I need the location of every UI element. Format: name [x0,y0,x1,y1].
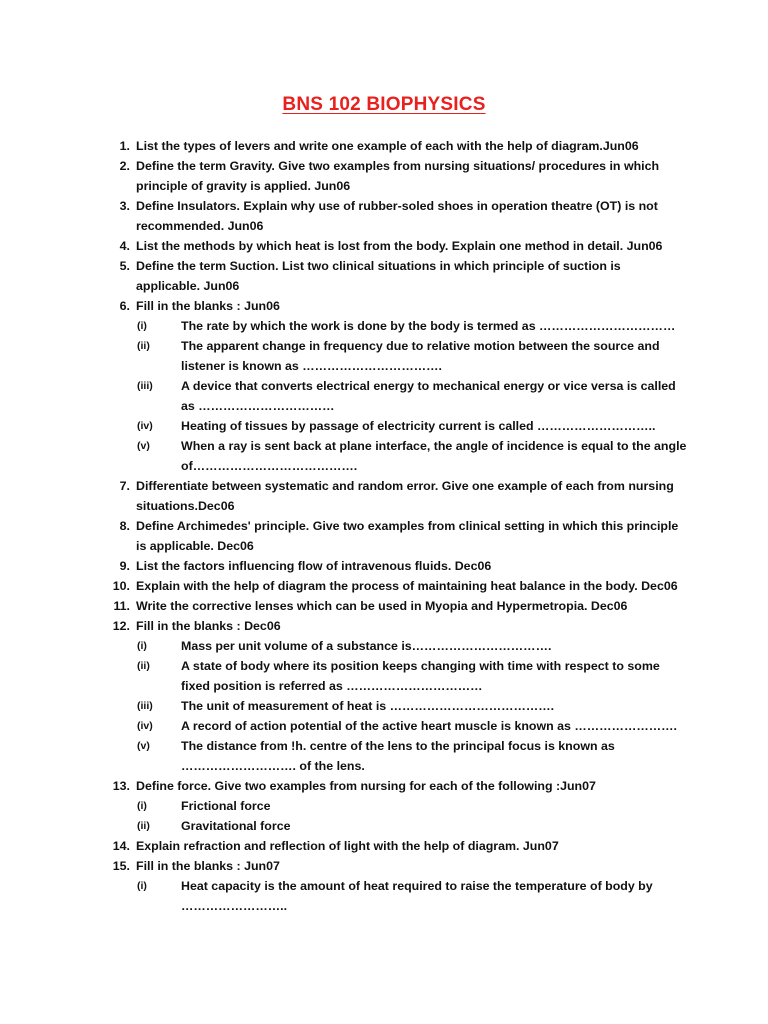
question-number: 12. [112,619,130,633]
question-item [0,576,768,596]
question-text: Define the term Gravity. Give two examples from nursing situations/ procedures in which principle of gravity is applied. Jun06 [136,159,660,193]
sub-question-text: The unit of measurement of heat is …………………………………. [181,699,555,713]
sub-question-text: Mass per unit volume of a substance is……………………………. [181,639,552,653]
question-text: Fill in the blanks : Dec06 [136,619,281,633]
sub-question-item [0,336,768,376]
question-number: 10. [112,579,130,593]
sub-question-text: Frictional force [181,799,271,813]
sub-question-text: A state of body where its position keeps changing with time with respect to some fixed position is referred as …………………………… [181,659,660,693]
question-text: List the methods by which heat is lost from the body. Explain one method in detail. Jun06 [136,239,663,253]
question-number: 15. [112,859,130,873]
sub-question-numeral: (iv) [137,720,153,732]
sub-question-numeral: (iv) [137,420,153,432]
sub-question-text: When a ray is sent back at plane interface, the angle of incidence is equal to the angle of…………………………………. [181,439,687,473]
sub-question-item [0,876,768,916]
question-number: 9. [119,559,130,573]
question-item [0,136,768,156]
question-number: 7. [119,479,130,493]
sub-question-item [0,636,768,656]
question-item [0,556,768,576]
question-item [0,596,768,616]
question-text: Explain with the help of diagram the process of maintaining heat balance in the body. Dec06 [136,579,678,593]
question-number: 11. [113,599,130,613]
question-list [0,136,768,916]
question-item [0,256,768,296]
sub-question-item [0,656,768,696]
sub-question-numeral: (iii) [137,380,153,392]
question-item [0,196,768,236]
sub-question-numeral: (ii) [137,820,150,832]
question-text: Define the term Suction. List two clinical situations in which principle of suction is applicable. Jun06 [136,259,621,293]
question-number: 8. [119,519,130,533]
question-number: 4. [119,239,130,253]
sub-question-item [0,316,768,336]
question-item [0,856,768,876]
question-item [0,156,768,196]
sub-question-numeral: (v) [137,440,150,452]
sub-question-numeral: (iii) [137,700,153,712]
sub-question-text: A record of action potential of the active heart muscle is known as ……………………. [181,719,677,733]
sub-question-item [0,816,768,836]
question-item [0,776,768,796]
sub-question-item [0,436,768,476]
sub-question-item [0,716,768,736]
question-text: Fill in the blanks : Jun07 [136,859,280,873]
question-item [0,296,768,316]
question-text: Fill in the blanks : Jun06 [136,299,280,313]
question-text: Differentiate between systematic and random error. Give one example of each from nursing situations.Dec06 [136,479,674,513]
question-text: List the factors influencing flow of intravenous fluids. Dec06 [136,559,492,573]
question-item [0,516,768,556]
question-number: 13. [112,779,130,793]
sub-question-numeral: (v) [137,740,150,752]
question-text: Explain refraction and reflection of light with the help of diagram. Jun07 [136,839,559,853]
sub-question-numeral: (i) [137,640,147,652]
sub-question-text: A device that converts electrical energy to mechanical energy or vice versa is called as …………………………… [181,379,676,413]
question-item [0,236,768,256]
sub-question-text: The distance from !h. centre of the lens to the principal focus is known as ………………………. of the lens. [181,739,615,773]
sub-question-item [0,696,768,716]
question-number: 5. [119,259,130,273]
sub-question-text: Heat capacity is the amount of heat required to raise the temperature of body by …………………….. [181,879,653,913]
question-number: 6. [119,299,130,313]
sub-question-text: Heating of tissues by passage of electricity current is called ……………………….. [181,419,656,433]
question-number: 14. [112,839,130,853]
sub-question-numeral: (i) [137,880,147,892]
question-item [0,836,768,856]
question-item [0,616,768,636]
sub-question-text: Gravitational force [181,819,291,833]
question-text: Define Archimedes' principle. Give two examples from clinical setting in which this principle is applicable. Dec06 [136,519,679,553]
sub-question-numeral: (i) [137,800,147,812]
question-text: List the types of levers and write one example of each with the help of diagram.Jun06 [136,139,639,153]
question-number: 2. [119,159,130,173]
sub-question-numeral: (ii) [137,660,150,672]
sub-question-item [0,376,768,416]
sub-question-numeral: (i) [137,320,147,332]
question-number: 3. [119,199,130,213]
question-text: Define force. Give two examples from nursing for each of the following :Jun07 [136,779,596,793]
sub-question-item [0,416,768,436]
sub-question-text: The rate by which the work is done by the body is termed as …………………………… [181,319,676,333]
sub-question-item [0,736,768,776]
sub-question-item [0,796,768,816]
page-title: BNS 102 BIOPHYSICS [282,94,486,115]
question-text: Define Insulators. Explain why use of rubber-soled shoes in operation theatre (OT) is not recommended. Jun06 [136,199,658,233]
sub-question-numeral: (ii) [137,340,150,352]
question-text: Write the corrective lenses which can be used in Myopia and Hypermetropia. Dec06 [136,599,628,613]
question-item [0,476,768,516]
sub-question-text: The apparent change in frequency due to relative motion between the source and listener is known as ……………………………. [181,339,660,373]
question-number: 1. [119,139,130,153]
